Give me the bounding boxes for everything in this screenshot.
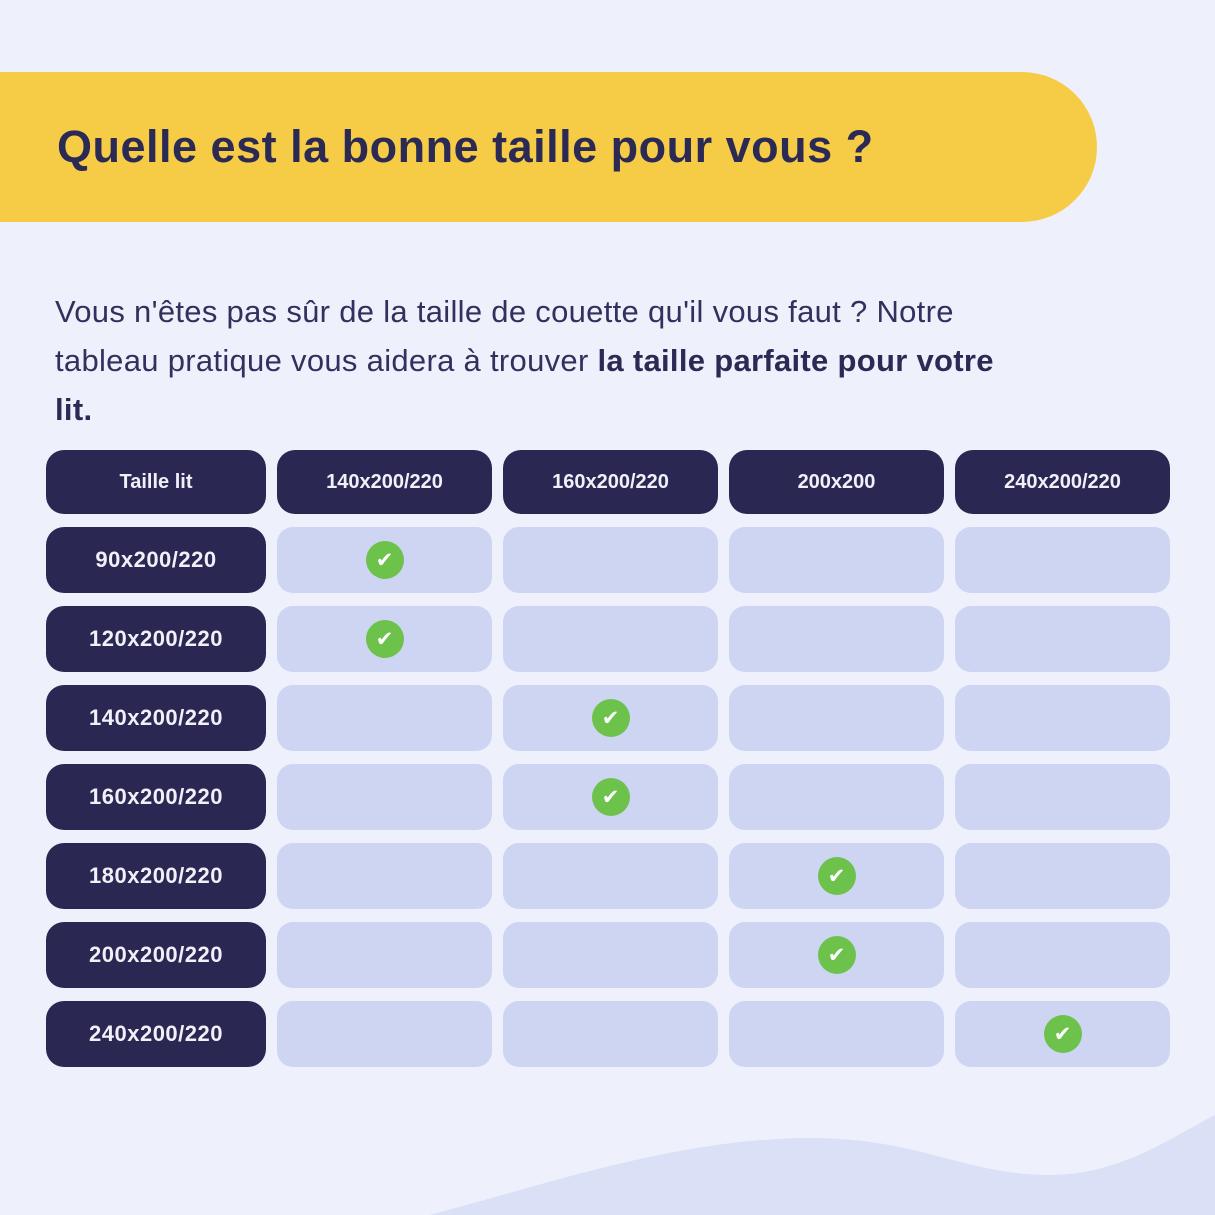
check-icon: ✔: [818, 936, 856, 974]
check-icon: ✔: [366, 541, 404, 579]
column-header-160x200/220: 160x200/220: [503, 450, 718, 514]
row-label-90x200/220: 90x200/220: [46, 527, 266, 593]
intro-text: Vous n'êtes pas sûr de la taille de couette qu'il vous faut ? Notre tableau pratique vous aidera à trouver: [55, 294, 954, 378]
match-cell-empty: [277, 685, 492, 751]
check-icon: ✔: [592, 778, 630, 816]
intro-text-bold: la taille parfaite pour votre lit.: [55, 343, 994, 427]
row-label-140x200/220: 140x200/220: [46, 685, 266, 751]
match-cell-empty: [955, 843, 1170, 909]
match-cell-empty: [955, 606, 1170, 672]
row-label-160x200/220: 160x200/220: [46, 764, 266, 830]
column-header-200x200: 200x200: [729, 450, 944, 514]
size-table: [46, 450, 1170, 1067]
match-cell-empty: [729, 764, 944, 830]
check-icon: ✔: [818, 857, 856, 895]
match-cell-empty: [955, 764, 1170, 830]
match-cell-empty: [503, 843, 718, 909]
bottom-wave-decoration: [0, 1075, 1215, 1215]
match-cell-empty: [277, 922, 492, 988]
match-cell-empty: [503, 527, 718, 593]
column-header-140x200/220: 140x200/220: [277, 450, 492, 514]
match-cell-empty: [277, 764, 492, 830]
match-cell-empty: [503, 922, 718, 988]
match-cell-empty: [729, 1001, 944, 1067]
row-label-120x200/220: 120x200/220: [46, 606, 266, 672]
match-cell-checked: [729, 922, 944, 988]
corner-header-taille-lit: Taille lit: [46, 450, 266, 514]
match-cell-checked: [503, 685, 718, 751]
wave-shape: [430, 1115, 1215, 1215]
row-label-200x200/220: 200x200/220: [46, 922, 266, 988]
match-cell-checked: [729, 843, 944, 909]
match-cell-empty: [277, 843, 492, 909]
match-cell-empty: [503, 606, 718, 672]
match-cell-checked: [955, 1001, 1170, 1067]
match-cell-empty: [955, 527, 1170, 593]
title-banner: [0, 72, 1097, 222]
match-cell-empty: [277, 1001, 492, 1067]
check-icon: ✔: [592, 699, 630, 737]
match-cell-empty: [729, 685, 944, 751]
match-cell-checked: [277, 527, 492, 593]
check-icon: ✔: [366, 620, 404, 658]
check-icon: ✔: [1044, 1015, 1082, 1053]
row-label-180x200/220: 180x200/220: [46, 843, 266, 909]
intro-paragraph: [55, 287, 1015, 434]
match-cell-checked: [503, 764, 718, 830]
match-cell-empty: [955, 922, 1170, 988]
match-cell-empty: [955, 685, 1170, 751]
column-header-240x200/220: 240x200/220: [955, 450, 1170, 514]
row-label-240x200/220: 240x200/220: [46, 1001, 266, 1067]
match-cell-checked: [277, 606, 492, 672]
match-cell-empty: [503, 1001, 718, 1067]
match-cell-empty: [729, 606, 944, 672]
match-cell-empty: [729, 527, 944, 593]
page-title: Quelle est la bonne taille pour vous ?: [57, 121, 874, 172]
